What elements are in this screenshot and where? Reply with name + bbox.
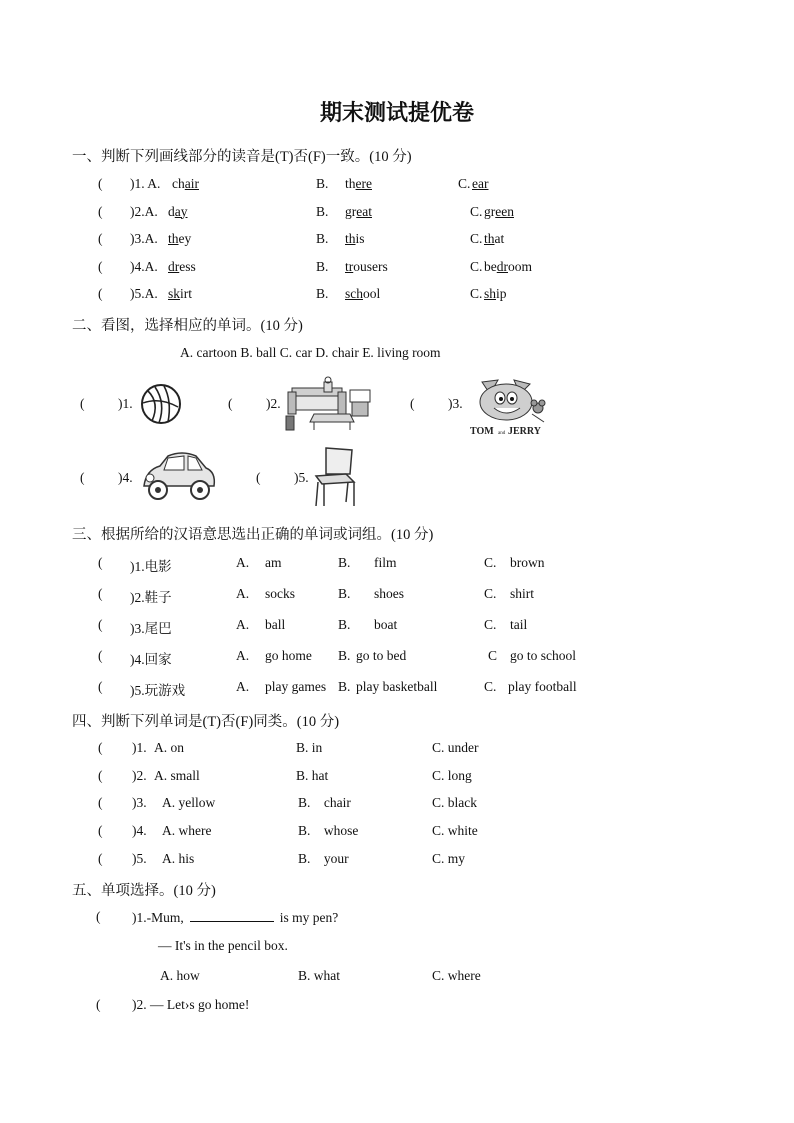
question-number: )1. (118, 396, 133, 411)
question-text: )3.尾巴 (130, 621, 172, 636)
question-number: )5. (132, 850, 147, 866)
option-b-word (345, 176, 372, 192)
option-c: shirt (510, 586, 535, 601)
option-a-label: A. (236, 586, 250, 601)
question-number: )4. (118, 470, 133, 485)
section3-item (0, 679, 794, 699)
question-number: )3. (132, 795, 147, 811)
option-c-word-pre: be (484, 258, 497, 274)
option-a-word (168, 286, 192, 302)
question-number: )3.A. (130, 231, 158, 246)
question-text: )4.回家 (130, 652, 172, 667)
option-c-label: C. (470, 203, 483, 219)
question-number: )1. (132, 740, 147, 755)
option-b-label: B. (316, 176, 329, 191)
logo-tom: TOM (470, 426, 494, 437)
option-b: B. chair (298, 795, 351, 811)
section3-item (0, 648, 794, 668)
option-c-label: C. (470, 258, 483, 274)
chair-image (312, 446, 358, 508)
option-c: C. where (432, 968, 481, 983)
section5-heading: 五、单项选择。(10 分) (72, 883, 216, 899)
answer-paren[interactable]: ( (80, 470, 85, 485)
option-b-label: B. (316, 258, 329, 274)
option-a: A. where (162, 823, 212, 839)
answer-paren[interactable]: ( (98, 586, 103, 601)
option-a: go home (265, 648, 312, 663)
section3-heading: 三、根据所给的汉语意思选出正确的单词或词组。(10 分) (72, 527, 434, 543)
logo-and: and (498, 431, 506, 436)
option-c-word-underlined: een (495, 203, 514, 219)
option-b: film (374, 555, 397, 570)
option-a-word-underlined: sk (168, 286, 181, 301)
option-b: shoes (374, 586, 404, 601)
question-number: )2.A. (130, 203, 158, 219)
option-c-word-pre: gr (484, 203, 496, 219)
option-a-word-underlined: dr (168, 258, 180, 274)
logo-jerry: JERRY (508, 426, 541, 437)
section3-item (0, 586, 794, 606)
answer-paren[interactable]: ( (228, 396, 233, 411)
option-c-word (484, 204, 514, 220)
answer-paren[interactable]: ( (96, 909, 101, 924)
answer-paren[interactable]: ( (98, 679, 103, 694)
section5-q2 (0, 997, 794, 1017)
option-b-label: B. (316, 286, 329, 301)
question-number: )3. (448, 396, 463, 411)
answer-paren[interactable]: ( (98, 286, 103, 301)
option-a: A. his (162, 850, 195, 866)
option-c: go to school (510, 648, 576, 663)
option-a-word-pre: ch (172, 176, 185, 191)
option-b-word-pre: th (345, 176, 356, 191)
answer-paren[interactable]: ( (256, 470, 261, 485)
answer-paren[interactable]: ( (98, 850, 103, 866)
option-c: C. under (432, 740, 479, 755)
option-c: C. long (432, 767, 472, 783)
answer-paren[interactable]: ( (98, 203, 103, 219)
answer-paren[interactable]: ( (98, 795, 103, 811)
answer-paren[interactable]: ( (98, 555, 103, 570)
option-a-word-pre: d (168, 203, 175, 219)
option-c-word-post: ip (496, 286, 507, 301)
option-a-label: A. (236, 679, 250, 694)
option-b-label: B. (338, 586, 351, 601)
living-room-image (284, 374, 374, 432)
option-c-word-underlined: sh (484, 286, 497, 301)
option-a: play games (265, 679, 327, 694)
option-c-label: C. (458, 176, 471, 191)
option-c: play football (508, 679, 577, 694)
option-b-word-underlined: tr (345, 258, 354, 274)
option-c-label: C. (484, 617, 497, 632)
option-c-label: C (488, 648, 498, 663)
option-b: B. in (296, 740, 323, 755)
question-text-end: is my pen? (279, 910, 339, 925)
answer-paren[interactable]: ( (80, 396, 85, 411)
option-b-label: B. (338, 617, 351, 632)
option-b-label: B. (338, 679, 351, 694)
answer-paren[interactable]: ( (98, 617, 103, 632)
option-a: A. on (154, 740, 184, 755)
section1-heading: 一、判断下列画线部分的读音是(T)否(F)一致。(10 分) (72, 149, 412, 165)
option-c-label: C. (470, 231, 483, 246)
answer-paren[interactable]: ( (98, 740, 103, 755)
answer-paren[interactable]: ( (98, 258, 103, 274)
option-a-word (168, 204, 188, 220)
option-c: brown (510, 555, 545, 570)
option-b-word-underlined: ere (355, 176, 372, 191)
section4-item (0, 851, 794, 871)
option-b: go to bed (356, 648, 407, 663)
section5-q1-options (0, 968, 794, 988)
section5-q1-answer: — It's in the pencil box. (158, 938, 288, 953)
section1-item (0, 204, 794, 224)
option-b-word (345, 231, 365, 247)
section5-q1 (0, 909, 794, 929)
option-a-word (172, 176, 199, 192)
option-a-label: A. (236, 617, 250, 632)
question-text: )5.玩游戏 (130, 683, 186, 698)
option-b: play basketball (356, 679, 438, 694)
section2-row1 (0, 396, 794, 416)
question-number: )2. (132, 767, 147, 783)
option-c-word-underlined: dr (496, 258, 508, 274)
option-c-label: C. (484, 679, 497, 694)
question-number: )4.A. (130, 258, 158, 274)
option-b-word (345, 204, 372, 220)
option-a: am (265, 555, 282, 570)
option-c-word-post: oom (508, 258, 533, 274)
option-c-word (484, 259, 532, 275)
option-a-word-underlined: ay (174, 203, 188, 219)
option-a-word-post: ey (178, 231, 192, 246)
option-b-word (345, 286, 380, 302)
option-b-label: B. (338, 648, 351, 663)
answer-paren[interactable]: ( (98, 823, 103, 839)
option-b-word-underlined: th (345, 231, 356, 246)
section4-item (0, 768, 794, 788)
option-b-word-pre: gr (345, 203, 357, 219)
option-a: socks (265, 586, 295, 601)
option-c-word-post: at (494, 231, 505, 246)
option-b-label: B. (316, 203, 329, 219)
option-c: C. white (432, 823, 478, 839)
section4-item (0, 823, 794, 843)
option-c-word-underlined: ear (472, 176, 489, 191)
option-b: B. what (298, 968, 340, 983)
option-a-word (168, 231, 191, 247)
option-b-word-post: ousers (353, 258, 388, 274)
answer-paren[interactable]: ( (98, 176, 103, 191)
option-a: ball (265, 617, 286, 632)
section3-item (0, 555, 794, 575)
option-b: B. hat (296, 767, 329, 783)
section2-row2 (0, 470, 794, 490)
section4-item (0, 740, 794, 760)
option-a-word-underlined: th (168, 231, 179, 246)
section2-options: A. cartoon B. ball C. car D. chair E. living room (180, 345, 441, 360)
option-c: tail (510, 617, 528, 632)
option-a: A. yellow (162, 795, 216, 811)
question-number: )5.A. (130, 286, 158, 301)
tom-and-jerry-image (468, 372, 552, 438)
option-c-label: C. (484, 586, 497, 601)
question-text: )1.电影 (130, 559, 172, 574)
answer-paren[interactable]: ( (98, 648, 103, 663)
answer-blank[interactable] (190, 909, 274, 922)
page-title: 期末测试提优卷 (319, 100, 474, 125)
option-a-word-underlined: air (184, 176, 199, 191)
option-c-word (484, 231, 504, 247)
option-a-word-post: irt (180, 286, 193, 301)
option-c: C. my (432, 850, 466, 866)
option-b: B. whose (298, 823, 359, 839)
option-b: boat (374, 617, 398, 632)
option-c: C. black (432, 795, 477, 811)
question-text: )1.-Mum, (132, 910, 184, 925)
option-b-word-post: ool (363, 286, 381, 301)
option-a-label: A. (236, 555, 250, 570)
question-text: )2. — Let›s go home! (132, 997, 250, 1012)
section4-heading: 四、判断下列单词是(T)否(F)同类。(10 分) (72, 714, 340, 730)
option-b-word (345, 259, 388, 275)
option-b-label: B. (316, 231, 329, 246)
option-c-label: C. (470, 286, 483, 301)
option-c-word-underlined: th (484, 231, 495, 246)
section1-item (0, 231, 794, 251)
question-number: )1. A. (130, 176, 161, 191)
answer-paren[interactable]: ( (98, 767, 103, 783)
answer-paren[interactable]: ( (98, 231, 103, 246)
option-a-label: A. (236, 648, 250, 663)
car-image (138, 448, 218, 506)
option-c-word (484, 286, 507, 302)
section1-item (0, 259, 794, 279)
section4-item (0, 795, 794, 815)
option-a-word (168, 259, 196, 275)
answer-paren[interactable]: ( (96, 997, 101, 1012)
section2-heading: 二、看图，选择相应的单词。(10 分) (72, 318, 303, 334)
option-a: A. small (154, 767, 200, 783)
question-text: )2.鞋子 (130, 590, 172, 605)
option-a: A. how (160, 968, 200, 983)
section1-item (0, 286, 794, 306)
question-number: )2. (266, 396, 281, 411)
option-a-word-post: ess (179, 258, 196, 274)
question-number: )4. (132, 823, 147, 839)
option-b-word-underlined: sch (345, 286, 363, 301)
section1-item (0, 176, 794, 196)
question-number: )5. (294, 470, 309, 485)
answer-paren[interactable]: ( (410, 396, 415, 411)
option-c-word (472, 176, 488, 192)
section3-item (0, 617, 794, 637)
option-b: B. your (298, 850, 349, 866)
volleyball-image (140, 383, 182, 425)
option-b-label: B. (338, 555, 351, 570)
option-b-word-underlined: eat (356, 203, 372, 219)
option-c-label: C. (484, 555, 497, 570)
option-b-word-post: is (355, 231, 365, 246)
